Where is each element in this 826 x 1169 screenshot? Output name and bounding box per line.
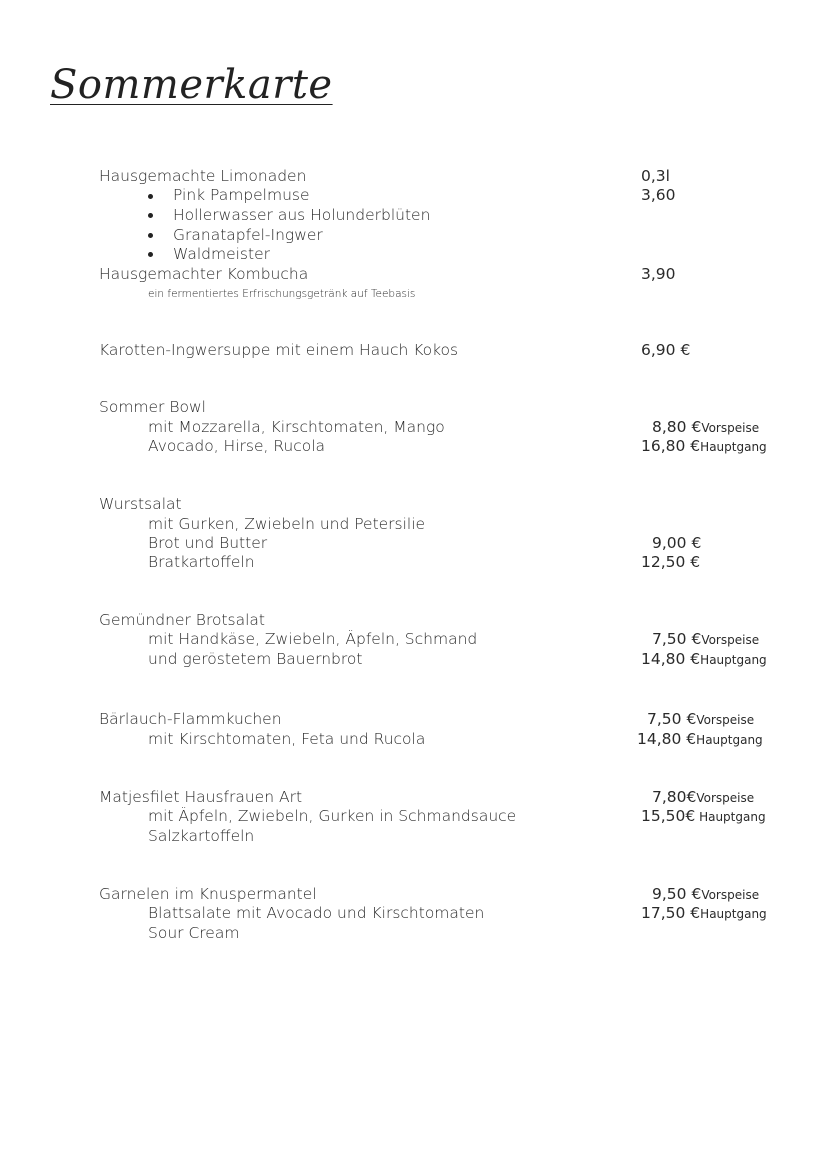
price-label: Vorspeise [701, 421, 760, 435]
menu-item-size: 0,3l [641, 167, 670, 185]
menu-item-name: Bärlauch-Flammkuchen [99, 710, 282, 728]
price-value: 7,50 € [652, 630, 702, 648]
list-item: Waldmeister [173, 245, 270, 263]
menu-item-description: Bratkartoffeln [148, 553, 255, 571]
price-value: 16,80 € [641, 437, 701, 455]
price-label: Vorspeise [701, 633, 760, 647]
menu-item-price [652, 630, 759, 650]
menu-item-price: 9,00 € [652, 534, 702, 552]
menu-item-price [641, 904, 767, 924]
price-label: Hauptgang [700, 653, 767, 667]
price-value: 7,50 € [647, 710, 697, 728]
menu-item-description: Salzkartoffeln [148, 827, 255, 845]
price-label: Hauptgang [700, 907, 767, 921]
price-value: 7,80€ [652, 788, 697, 806]
list-item: Hollerwasser aus Holunderblüten [173, 206, 431, 224]
menu-item-price [641, 807, 766, 827]
page-title: Sommerkarte [50, 62, 333, 108]
list-item: Pink Pampelmuse [173, 186, 310, 204]
menu-item-price: 12,50 € [641, 553, 701, 571]
menu-item-name: Sommer Bowl [99, 398, 206, 416]
menu-item-price [652, 418, 759, 438]
menu-item-description: mit Mozzarella, Kirschtomaten, Mango [148, 418, 445, 436]
bullet-icon [148, 194, 153, 199]
price-label: Hauptgang [696, 733, 763, 747]
price-label: Vorspeise [696, 791, 755, 805]
menu-item-description: mit Äpfeln, Zwiebeln, Gurken in Schmandsauce [148, 807, 517, 825]
menu-item-price [652, 788, 754, 808]
menu-item-name: Hausgemachter Kombucha [99, 265, 309, 283]
list-item: Granatapfel-Ingwer [173, 226, 323, 244]
menu-item-price: 3,90 [641, 265, 676, 283]
menu-item-price: 3,60 [641, 186, 676, 204]
menu-item-description: ein fermentiertes Erfrischungsgetränk auf Teebasis [148, 288, 416, 300]
price-value: 9,50 € [652, 885, 702, 903]
price-value: 8,80 € [652, 418, 702, 436]
menu-item-price [637, 730, 763, 750]
menu-item-name: Gemündner Brotsalat [99, 611, 265, 629]
menu-item-description: und geröstetem Bauernbrot [148, 650, 363, 668]
menu-item-name: Matjesfilet Hausfrauen Art [99, 788, 303, 806]
menu-item-price [647, 710, 754, 730]
menu-item-description: Blattsalate mit Avocado und Kirschtomaten [148, 904, 485, 922]
menu-item-description: mit Kirschtomaten, Feta und Rucola [148, 730, 426, 748]
price-value: 14,80 € [637, 730, 697, 748]
menu-item-description: mit Gurken, Zwiebeln und Petersilie [148, 515, 426, 533]
price-value: 14,80 € [641, 650, 701, 668]
menu-item-description: Sour Cream [148, 924, 240, 942]
menu-item-price: 6,90 € [641, 341, 691, 359]
price-label: Vorspeise [701, 888, 760, 902]
menu-item-price [652, 885, 759, 905]
bullet-icon [148, 233, 153, 238]
menu-item-description: mit Handkäse, Zwiebeln, Äpfeln, Schmand [148, 630, 478, 648]
menu-item-description: Brot und Butter [148, 534, 268, 552]
price-label: Hauptgang [695, 810, 766, 824]
price-label: Hauptgang [700, 440, 767, 454]
menu-item-name: Hausgemachte Limonaden [99, 167, 307, 185]
price-value: 15,50€ [641, 807, 696, 825]
menu-item-description: Avocado, Hirse, Rucola [148, 437, 326, 455]
price-value: 17,50 € [641, 904, 701, 922]
bullet-icon [148, 252, 153, 257]
price-label: Vorspeise [696, 713, 755, 727]
menu-item-name: Karotten-Ingwersuppe mit einem Hauch Kokos [99, 341, 459, 359]
bullet-icon [148, 213, 153, 218]
menu-item-price [641, 650, 767, 670]
menu-item-price [641, 437, 767, 457]
menu-item-name: Wurstsalat [99, 495, 182, 513]
menu-item-name: Garnelen im Knuspermantel [99, 885, 317, 903]
